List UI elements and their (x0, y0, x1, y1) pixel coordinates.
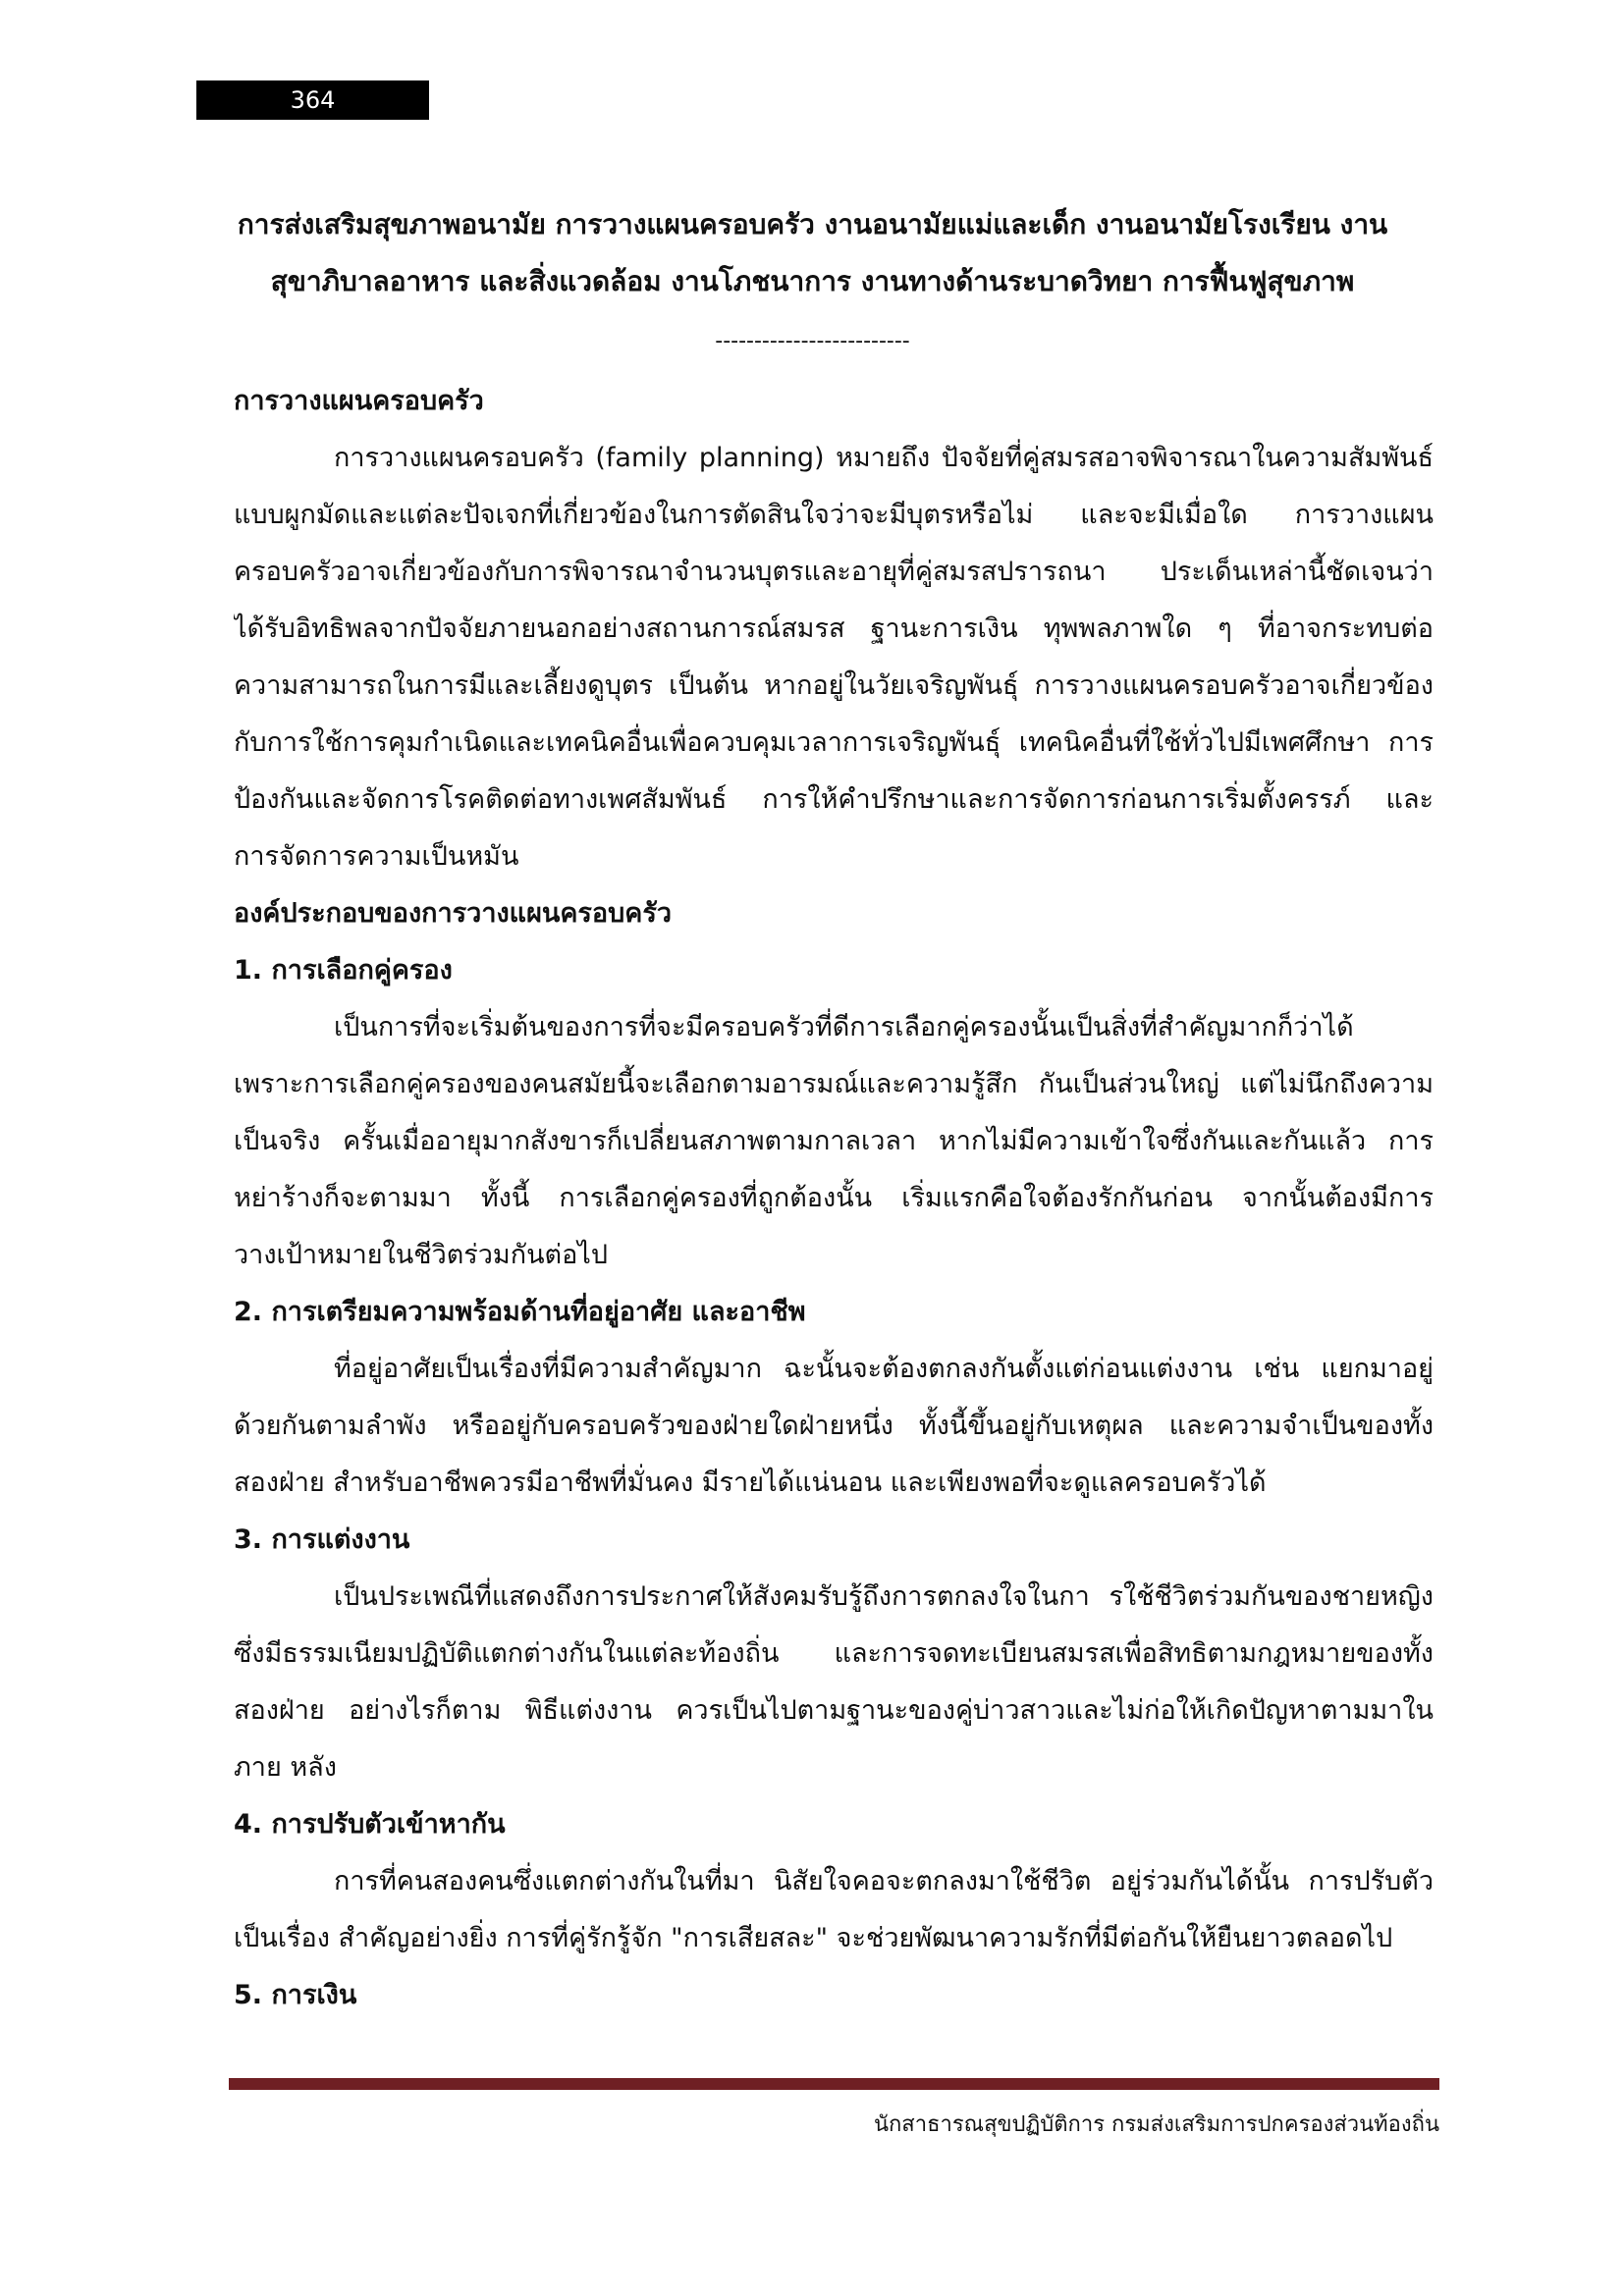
heading-housing-career: 2. การเตรียมความพร้อมด้านที่อยู่อาศัย และอาชีพ (234, 1297, 806, 1327)
paragraph-line: สองฝ่าย สำหรับอาชีพควรมีอาชีพที่มั่นคง มีรายได้แน่นอน และเพียงพอที่จะดูแลครอบครัวได้ (234, 1468, 1267, 1498)
paragraph-line: ป้องกันและจัดการโรคติดต่อทางเพศสัมพันธ์ การให้คำปรึกษาและการจัดการก่อนการเริ่มตั้งครรภ์ และ (234, 784, 1434, 815)
paragraph-housing-career (234, 1341, 1434, 1512)
heading-components: องค์ประกอบของการวางแผนครอบครัว (234, 898, 673, 929)
paragraph-line: เป็นประเพณีที่แสดงถึงการประกาศให้สังคมรับรู้ถึงการตกลงใจในกา รใช้ชีวิตร่วมกันของชายหญิง (334, 1581, 1434, 1612)
paragraph-line: การวางแผนครอบครัว (family planning) หมายถึง ปัจจัยที่คู่สมรสอาจพิจารณาในความสัมพันธ์ (334, 443, 1434, 473)
paragraph-line: หย่าร้างก็จะตามมา ทั้งนี้ การเลือกคู่ครองที่ถูกต้องนั้น เริ่มแรกคือใจต้องรักกันก่อน จากนั้นต้องมีการ (234, 1183, 1434, 1213)
paragraph-marriage (234, 1569, 1434, 1796)
paragraph-line: ซึ่งมีธรรมเนียมปฏิบัติแตกต่างกันในแต่ละท้องถิ่น และการจดทะเบียนสมรสเพื่อสิทธิตามกฎหมายของทั้ง (234, 1638, 1434, 1669)
page-number: 364 (196, 80, 429, 120)
paragraph-line: ครอบครัวอาจเกี่ยวข้องกับการพิจารณาจำนวนบุตรและอายุที่คู่สมรสปรารถนา ประเด็นเหล่านี้ชัดเจนว่า (234, 557, 1434, 587)
footer-rule (229, 2078, 1439, 2090)
paragraph-line: เป็นจริง ครั้นเมื่ออายุมากสังขารก็เปลี่ยนสภาพตามกาลเวลา หากไม่มีความเข้าใจซึ่งกันและกันแล้ว การ (234, 1126, 1434, 1156)
paragraph-line: กับการใช้การคุมกำเนิดและเทคนิคอื่นเพื่อควบคุมเวลาการเจริญพันธุ์ เทคนิคอื่นที่ใช้ทั่วไปมีเพศศึกษา การ (234, 727, 1434, 758)
heading-adjustment: 4. การปรับตัวเข้าหากัน (234, 1809, 506, 1840)
heading-finance: 5. การเงิน (234, 1980, 357, 2010)
heading-marriage: 3. การแต่งงาน (234, 1524, 410, 1555)
paragraph-partner-selection (234, 999, 1434, 1284)
document-title (196, 196, 1429, 310)
paragraph-line: ความสามารถในการมีและเลี้ยงดูบุตร เป็นต้น หากอยู่ในวัยเจริญพันธุ์ การวางแผนครอบครัวอาจเกี่ยวข้อง (234, 670, 1434, 701)
paragraph-line: เป็นการที่จะเริ่มต้นของการที่จะมีครอบครัวที่ดีการเลือกคู่ครองนั้นเป็นสิ่งที่สำคัญมากก็ว่าได้ (334, 1012, 1354, 1042)
paragraph-line: วางเป้าหมายในชีวิตร่วมกันต่อไป (234, 1240, 609, 1270)
paragraph-line: ภาย หลัง (234, 1752, 337, 1783)
heading-family-planning: การวางแผนครอบครัว (234, 386, 484, 416)
title-divider: ------------------------- (715, 329, 910, 353)
paragraph-line: การจัดการความเป็นหมัน (234, 841, 519, 872)
paragraph-family-planning (234, 430, 1434, 885)
paragraph-line: เป็นเรื่อง สำคัญอย่างยิ่ง การที่คู่รักรู้จัก "การเสียสละ" จะช่วยพัฒนาความรักที่มีต่อกันให้ยืนยาวตลอดไป (234, 1923, 1393, 1953)
paragraph-line: ได้รับอิทธิพลจากปัจจัยภายนอกอย่างสถานการณ์สมรส ฐานะการเงิน ทุพพลภาพใด ๆ ที่อาจกระทบต่อ (234, 614, 1434, 644)
title-line-1: การส่งเสริมสุขภาพอนามัย การวางแผนครอบครัว งานอนามัยแม่และเด็ก งานอนามัยโรงเรียน งาน (237, 208, 1388, 240)
paragraph-line: ที่อยู่อาศัยเป็นเรื่องที่มีความสำคัญมาก ฉะนั้นจะต้องตกลงกันตั้งแต่ก่อนแต่งงาน เช่น แยกมาอยู่ (334, 1354, 1434, 1384)
paragraph-line: การที่คนสองคนซึ่งแตกต่างกันในที่มา นิสัยใจคอจะตกลงมาใช้ชีวิต อยู่ร่วมกันได้นั้น การปรับตัว (334, 1866, 1434, 1896)
paragraph-line: เพราะการเลือกคู่ครองของคนสมัยนี้จะเลือกตามอารมณ์และความรู้สึก กันเป็นส่วนใหญ่ แต่ไม่นึกถึงความ (234, 1069, 1434, 1099)
heading-partner-selection: 1. การเลือกคู่ครอง (234, 955, 453, 986)
footer-organization: นักสาธารณสุขปฏิบัติการ กรมส่งเสริมการปกครองส่วนท้องถิ่น (873, 2112, 1439, 2137)
paragraph-line: ด้วยกันตามลำพัง หรืออยู่กับครอบครัวของฝ่ายใดฝ่ายหนึ่ง ทั้งนี้ขึ้นอยู่กับเหตุผล และความจำเป็นของทั้ง (234, 1411, 1434, 1441)
document-body (234, 373, 1434, 2024)
paragraph-line: สองฝ่าย อย่างไรก็ตาม พิธีแต่งงาน ควรเป็นไปตามฐานะของคู่บ่าวสาวและไม่ก่อให้เกิดปัญหาตามมาใน (234, 1695, 1434, 1726)
paragraph-adjustment (234, 1853, 1434, 1967)
paragraph-line: แบบผูกมัดและแต่ละปัจเจกที่เกี่ยวข้องในการตัดสินใจว่าจะมีบุตรหรือไม่ และจะมีเมื่อใด การวางแผน (234, 500, 1434, 530)
title-line-2: สุขาภิบาลอาหาร และสิ่งแวดล้อม งานโภชนาการ งานทางด้านระบาดวิทยา การฟื้นฟูสุขภาพ (270, 265, 1355, 297)
